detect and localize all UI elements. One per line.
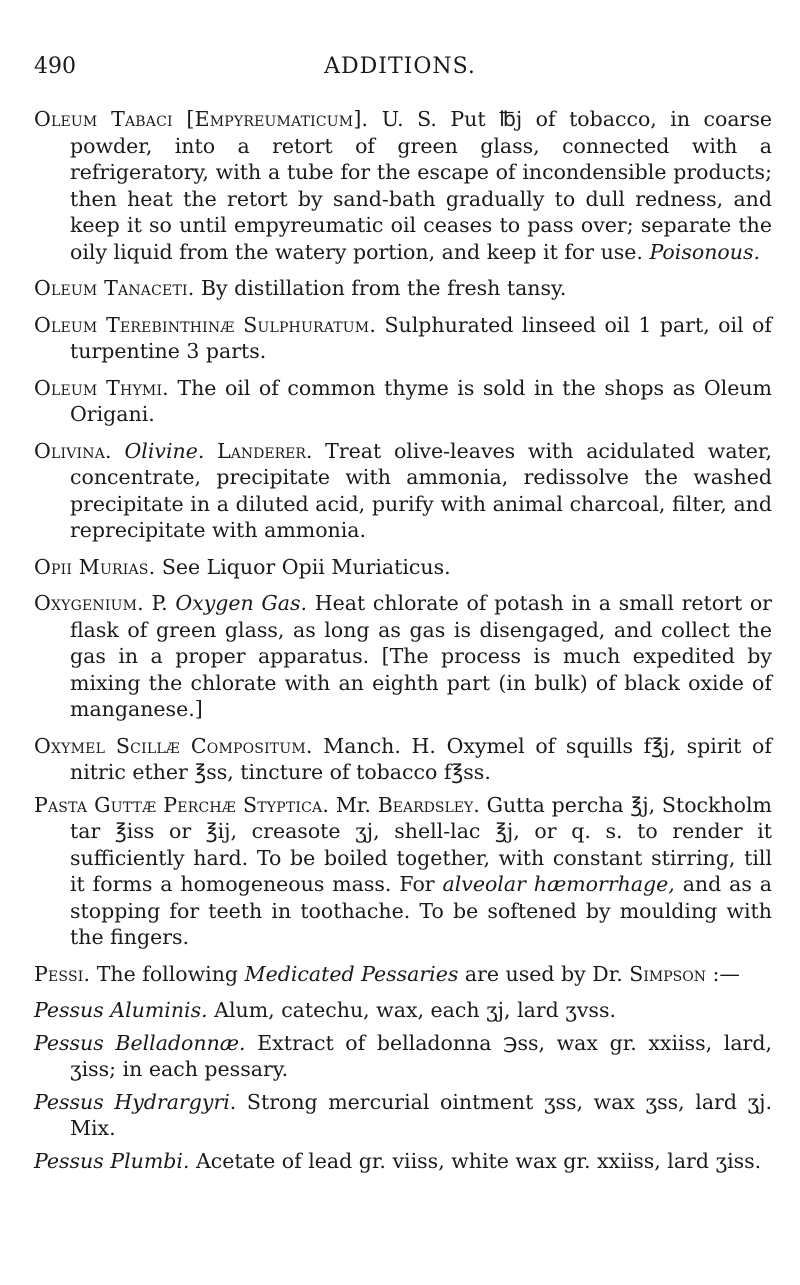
entry-pasta-guttae xyxy=(34,792,772,951)
entry-italic: Oxygen Gas. xyxy=(175,591,308,615)
entry-text: The oil of common thyme is sold in the shops as Oleum Origani. xyxy=(70,375,772,426)
entry-text: Acetate of lead gr. viiss, white wax gr. xxiiss, lard ʒiss. xyxy=(189,1148,762,1173)
entry-text: Strong mercurial ointment ʒss, wax ʒss, lard ʒj. Mix. xyxy=(70,1089,772,1140)
entry-text: Gutta percha ℥j, Stockholm tar ℥iss or ℥ij, creasote ʒj, shell-lac ℥j, or q. s. to render it sufficiently hard. To be boiled together, with constant stirring, till it forms a homogeneous mass. For xyxy=(70,792,772,896)
entry-text: are used by Dr. xyxy=(458,961,630,986)
entry-pessus-hydrargyri xyxy=(34,1089,772,1142)
entry-pessus-aluminis xyxy=(34,997,772,1024)
entry-text: and as a stopping for teeth in toothache. To be softened by moulding with the fingers. xyxy=(70,872,772,949)
entry-text: Treat olive-leaves with acidulated water, concentrate, precipitate with ammonia, redissolve the washed precipitate in a diluted acid, purify with animal charcoal, filter, and reprecipitate with ammonia. xyxy=(70,438,772,542)
headword: Oxygenium. xyxy=(34,591,144,615)
entry-author: Simpson xyxy=(629,961,706,986)
entry-pessus-plumbi xyxy=(34,1148,772,1175)
headword: Pessus Plumbi. xyxy=(34,1148,190,1173)
headword: Oleum Terebinthinæ Sulphuratum. xyxy=(34,312,377,337)
entry-italic: Medicated Pessaries xyxy=(244,961,459,986)
entry-text: Alum, catechu, wax, each ʒj, lard ʒvss. xyxy=(207,998,616,1022)
headword: Oleum Tanaceti. xyxy=(34,276,195,300)
headword: Pessus Hydrargyri. xyxy=(34,1089,237,1114)
entry-oleum-terebinthinae xyxy=(34,312,772,365)
entry-text: Mr. xyxy=(329,792,378,817)
entry-text: See Liquor Opii Muriaticus. xyxy=(155,554,451,579)
entry-olivina xyxy=(34,438,772,544)
entry-oleum-tanaceti xyxy=(34,275,772,302)
headword: Pasta Guttæ Perchæ Styptica. xyxy=(34,792,330,817)
entry-italic: Poisonous. xyxy=(649,239,760,264)
entry-text: U. S. Put ℔j of tobacco, in coarse powder, into a retort of green glass, connected with a refrigeratory, with a tube for the escape of incondensible products; then heat the retort by sand-bath gradually to dull redness, and keep it so until empyreumatic oil ceases to pass over; separate the oily liquid from the watery portion, and keep it for use. xyxy=(70,107,772,264)
running-header xyxy=(34,54,766,84)
running-title: ADDITIONS. xyxy=(324,54,476,79)
entry-pessus-belladonnae xyxy=(34,1030,772,1083)
entry-pessi xyxy=(34,961,772,988)
entry-text: Extract of belladonna ℈ss, wax gr. xxiiss, lard, ʒiss; in each pessary. xyxy=(70,1030,772,1081)
entry-text: Sulphurated linseed oil 1 part, oil of turpentine 3 parts. xyxy=(70,312,772,363)
headword: Oleum Thymi. xyxy=(34,375,169,400)
entry-text: By distillation from the fresh tansy. xyxy=(194,276,567,300)
entry-text: Manch. H. Oxymel of squills f℥j, spirit of nitric ether ℥ss, tincture of tobacco f℥ss. xyxy=(70,733,772,784)
entry-oleum-thymi xyxy=(34,375,772,428)
headword: Pessi. xyxy=(34,961,91,986)
entry-oleum-tabaci xyxy=(34,106,772,265)
entry-opii-murias xyxy=(34,554,772,581)
page-number: 490 xyxy=(34,54,76,79)
entry-text: P. xyxy=(143,591,176,615)
headword: Olivina. xyxy=(34,438,112,463)
page-body xyxy=(34,106,772,1180)
entry-author: Beardsley. xyxy=(377,792,480,817)
headword: Opii Murias. xyxy=(34,554,156,579)
entry-italic: Olivine. xyxy=(111,438,205,463)
entry-text: Heat chlorate of potash in a small retort or flask of green glass, as long as gas is disengaged, and collect the gas in a proper apparatus. [The process is much expedited by mixing the chlorate with an eighth part (in bulk) of black oxide of manganese.] xyxy=(70,591,772,721)
headword: Oleum Tabaci [Empyreumaticum]. xyxy=(34,107,369,131)
entry-author: Landerer. xyxy=(204,438,313,463)
entry-text: :— xyxy=(705,961,740,986)
headword: Pessus Aluminis. xyxy=(34,998,208,1022)
entry-oxygenium xyxy=(34,590,772,723)
headword: Oxymel Scillæ Compositum. xyxy=(34,733,313,758)
entry-oxymel-scillae xyxy=(34,733,772,786)
entry-text: The following xyxy=(90,961,245,986)
entry-italic: alveolar hæmorrhage, xyxy=(442,872,675,896)
headword: Pessus Belladonnæ. xyxy=(34,1030,246,1055)
